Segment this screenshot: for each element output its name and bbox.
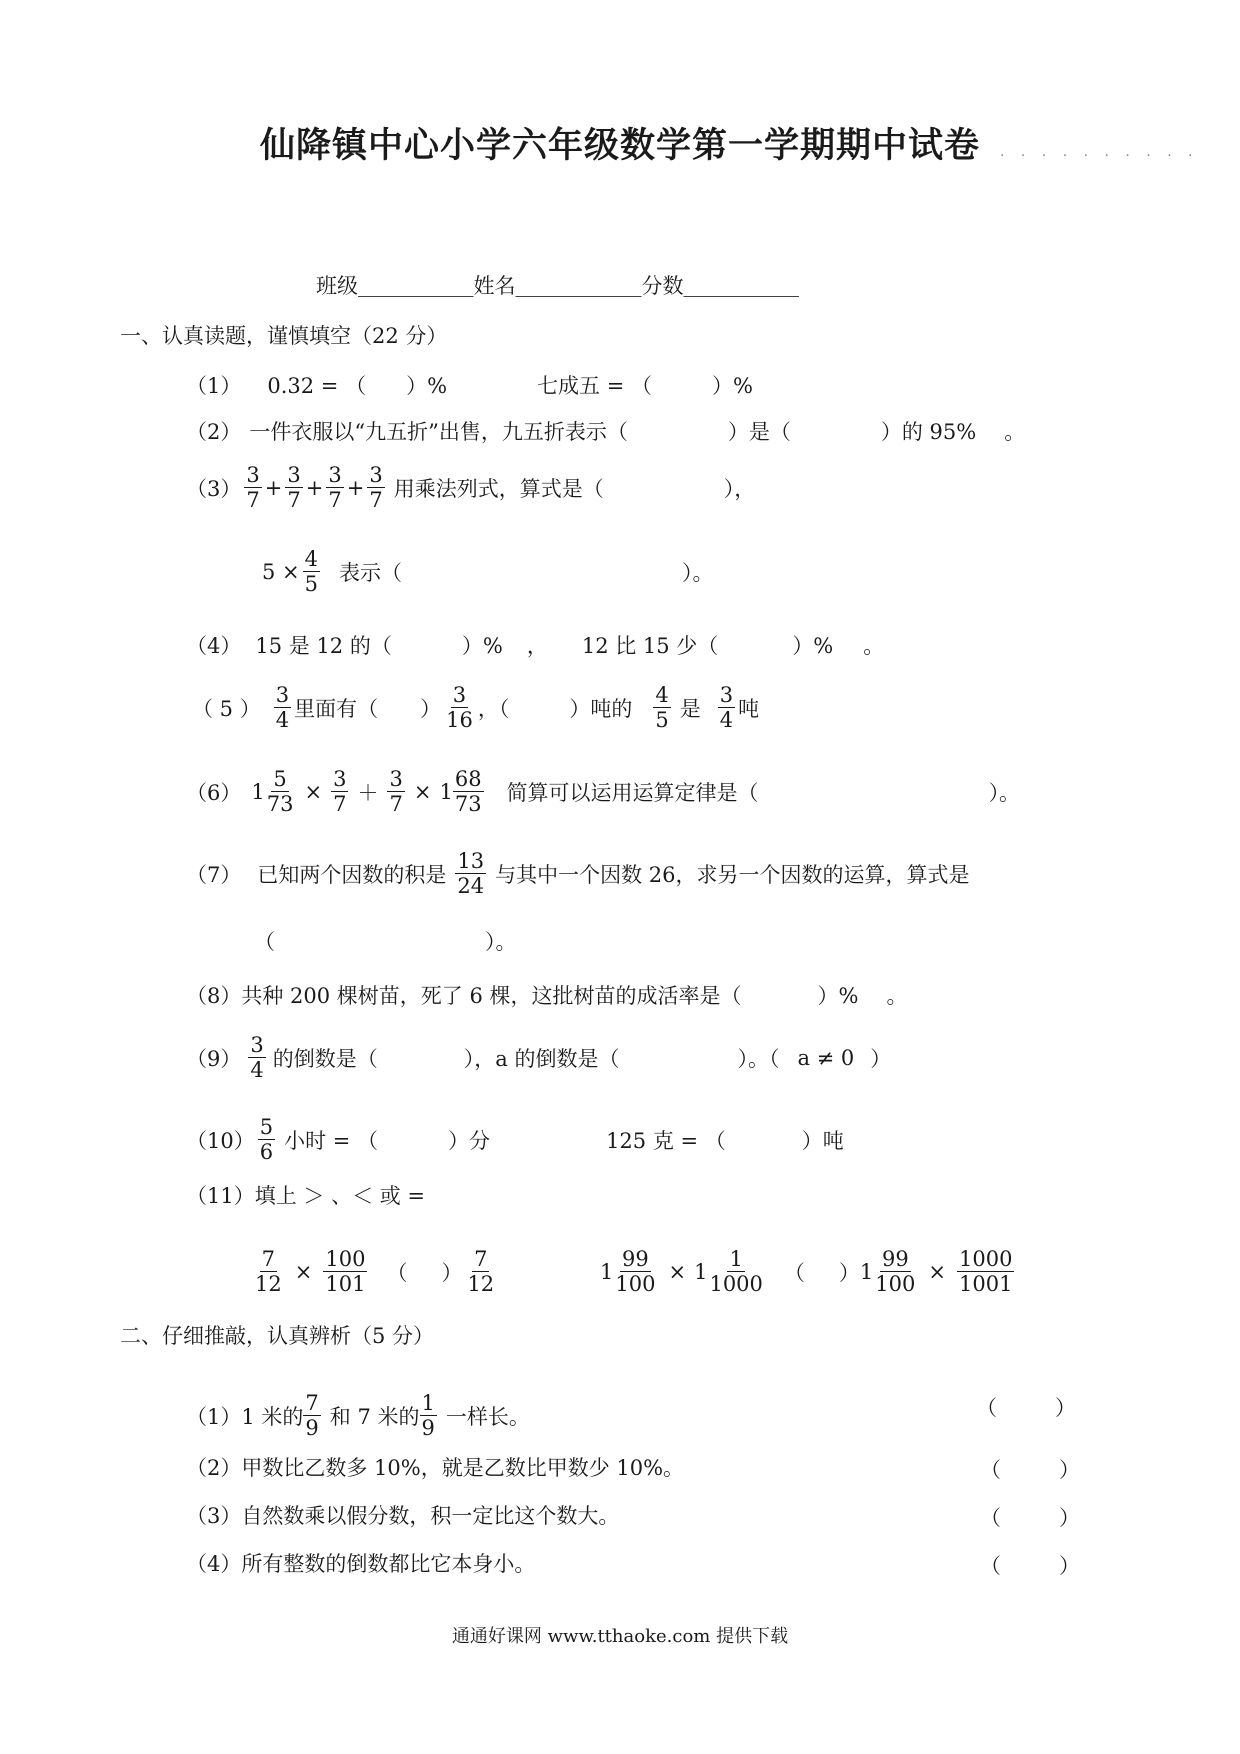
page-title: 仙降镇中心小学六年级数学第一学期期中试卷: [259, 125, 980, 166]
question-text: 的倒数是（: [272, 1046, 378, 1071]
question-1-1: [186, 370, 753, 400]
question-text: 5 ×: [262, 559, 300, 584]
fraction: $\frac{5}{6}$: [259, 1115, 274, 1165]
question-text: ）吨的: [569, 696, 633, 721]
question-text: ）%: [406, 374, 448, 398]
fraction: $\frac{3}{16}$: [446, 683, 473, 733]
fraction: $\frac{3}{7}$: [246, 463, 260, 513]
name-blank: ____________: [515, 273, 642, 297]
section1-heading: 一、认真读题，谨慎填空（22 分）: [120, 324, 448, 348]
question-text: 用乘法列式，算式是（: [393, 476, 604, 501]
question-text: ）: [441, 1260, 463, 1285]
question-1-9: [186, 1034, 891, 1081]
question-1-2: [186, 416, 1025, 446]
question-2-1: [186, 1392, 530, 1439]
plus-sign: ＋: [357, 780, 379, 805]
question-text: 是: [679, 696, 701, 721]
question-text: ），a 的倒数是（: [463, 1046, 620, 1071]
fraction: $\frac{68}{73}$: [454, 767, 482, 817]
question-text: ），: [723, 476, 756, 501]
question-1-11-expr1: [250, 1248, 499, 1295]
fraction: $\frac{3}{7}$: [333, 767, 347, 817]
times-sign: ×: [304, 779, 323, 804]
question-2-2: （2）甲数比乙数多 10%，就是乙数比甲数少 10%。: [186, 1456, 685, 1480]
fraction: $\frac{99}{100}$: [615, 1247, 656, 1297]
question-text: 一样长。: [445, 1404, 530, 1429]
question-text: ）是（: [727, 420, 791, 444]
fraction: $\frac{3}{7}$: [389, 767, 403, 817]
question-text: （: [783, 1260, 805, 1285]
question-1-4: [186, 630, 884, 660]
question-text: 15 是 12 的（: [255, 634, 392, 658]
score-label: 分数: [641, 274, 684, 298]
question-text: 与其中一个因数 26，求另一个因数的运算，算式是: [495, 862, 970, 887]
question-text: 125 克 = （: [606, 1128, 726, 1153]
question-2-3: （3）自然数乘以假分数，积一定比这个数大。: [186, 1504, 620, 1528]
section2-heading: 二、仔细推敲，认真辨析（5 分）: [120, 1324, 435, 1348]
question-1-10: [186, 1116, 844, 1163]
times-sign: ×: [668, 1259, 687, 1284]
question-text: 。: [886, 984, 908, 1008]
question-text: 里面有（: [294, 696, 379, 721]
fraction: $\frac{5}{73}$: [266, 767, 294, 817]
question-text: 一件衣服以“九五折”出售，九五折表示（: [249, 420, 628, 444]
class-label: 班级: [316, 274, 358, 298]
question-text: 。: [1004, 420, 1026, 444]
question-text: ）吨: [801, 1128, 844, 1153]
whole-number: 1: [694, 1259, 708, 1284]
question-text: ）%: [712, 374, 753, 398]
score-blank: ___________: [683, 273, 799, 297]
question-2-4: （4）所有整数的倒数都比它本身小。: [186, 1552, 536, 1576]
fraction: $\frac{3}{4}$: [275, 683, 290, 733]
times-sign: ×: [928, 1259, 946, 1284]
question-number: （1）: [186, 374, 242, 398]
fraction: $\frac{3}{7}$: [369, 463, 383, 513]
question-number: （8）: [186, 984, 242, 1008]
answer-bracket[interactable]: （ ）: [980, 1458, 1080, 1482]
question-number: （ 5 ）: [192, 696, 261, 721]
fraction: $\frac{7}{9}$: [305, 1391, 319, 1441]
question-text: 已知两个因数的积是: [257, 862, 447, 887]
class-blank: ___________: [358, 273, 474, 297]
question-number: （10）: [186, 1128, 255, 1153]
question-text: ）。: [988, 780, 1021, 805]
question-1-7: [186, 850, 970, 897]
question-1-7-line2: [254, 926, 517, 956]
question-1-11-expr2: [600, 1248, 1017, 1295]
answer-bracket[interactable]: （ ）: [976, 1396, 1076, 1420]
name-label: 姓名: [473, 274, 516, 298]
question-1-6: [186, 768, 1020, 815]
question-1-3: [186, 464, 755, 511]
question-1-5: [192, 684, 759, 731]
question-text: 表示（: [339, 560, 403, 585]
question-text: ）: [420, 696, 442, 721]
question-text: ）分: [448, 1128, 491, 1153]
question-text: ）的 95%: [880, 420, 977, 444]
question-number: （9）: [186, 1046, 242, 1071]
fraction: $\frac{3}{7}$: [287, 463, 301, 513]
fraction: $\frac{99}{100}$: [875, 1247, 916, 1297]
question-number: （4）: [186, 634, 242, 658]
fraction: $\frac{4}{5}$: [304, 547, 319, 597]
footer: 通通好课网 www.tthaoke.com 提供下载: [451, 1626, 789, 1647]
fraction: $\frac{3}{4}$: [719, 683, 734, 733]
question-text: ）: [838, 1260, 860, 1285]
question-text: ，（: [477, 696, 510, 721]
answer-bracket[interactable]: （ ）: [980, 1554, 1080, 1578]
question-1-3-line2: [262, 548, 714, 595]
question-text: 小时 = （: [284, 1128, 379, 1153]
question-number: （2）: [186, 420, 242, 444]
question-number: （11）: [186, 1184, 255, 1208]
question-number: （7）: [186, 862, 242, 887]
question-text: （: [254, 930, 275, 954]
question-text: 共种 200 棵树苗，死了 6 棵，这批树苗的成活率是（: [241, 984, 742, 1008]
plus-sign: +: [346, 475, 365, 500]
title-dots: · · · · · · · · · ·: [1000, 148, 1199, 164]
question-text: ）。: [485, 930, 517, 954]
whole-number: 1: [859, 1259, 874, 1284]
whole-number: 1: [600, 1259, 614, 1284]
question-text: 和 7 米的: [329, 1404, 420, 1429]
question-text: ）。（: [737, 1046, 780, 1071]
times-sign: ×: [413, 779, 432, 804]
plus-sign: +: [264, 475, 283, 500]
question-text: ，: [526, 634, 548, 658]
question-text: 填上 ＞ 、＜ 或 =: [254, 1184, 426, 1208]
question-number: （6）: [186, 780, 242, 805]
question-text: 吨: [738, 696, 760, 721]
question-text: ）。: [682, 560, 714, 585]
question-1-8: [186, 980, 908, 1010]
question-number: （3）: [186, 476, 242, 501]
whole-number: 1: [251, 779, 265, 804]
fraction: $\frac{3}{4}$: [250, 1033, 264, 1083]
question-text: ）: [870, 1046, 892, 1071]
question-text: 七成五 = （: [537, 374, 653, 398]
question-text: ）%: [817, 984, 859, 1008]
fraction: $\frac{1}{1000}$: [709, 1247, 763, 1297]
whole-number: 1: [439, 779, 453, 804]
question-text: （1）1 米的: [186, 1404, 304, 1429]
fraction: $\frac{7}{12}$: [467, 1247, 495, 1297]
question-text: （: [386, 1260, 408, 1285]
fraction: $\frac{13}{24}$: [457, 849, 485, 899]
question-text: 12 比 15 少（: [581, 634, 719, 658]
times-sign: ×: [294, 1259, 313, 1284]
fraction: $\frac{100}{101}$: [325, 1247, 366, 1297]
question-text: a ≠ 0: [797, 1045, 855, 1070]
answer-bracket[interactable]: （ ）: [980, 1506, 1080, 1530]
question-text: ）%: [461, 634, 503, 658]
fraction: $\frac{4}{5}$: [655, 683, 669, 733]
student-info-line: [316, 270, 799, 300]
fraction: $\frac{1}{9}$: [421, 1391, 435, 1441]
question-1-11: [186, 1180, 425, 1210]
question-text: 。: [863, 634, 885, 658]
plus-sign: +: [305, 475, 324, 500]
question-text: 0.32 = （: [267, 374, 367, 398]
fraction: $\frac{3}{7}$: [328, 463, 342, 513]
fraction: $\frac{1000}{1001}$: [958, 1247, 1013, 1297]
fraction: $\frac{7}{12}$: [255, 1247, 282, 1297]
question-text: ）%: [792, 634, 834, 658]
question-text: 简算可以运用运算定律是（: [506, 780, 759, 805]
